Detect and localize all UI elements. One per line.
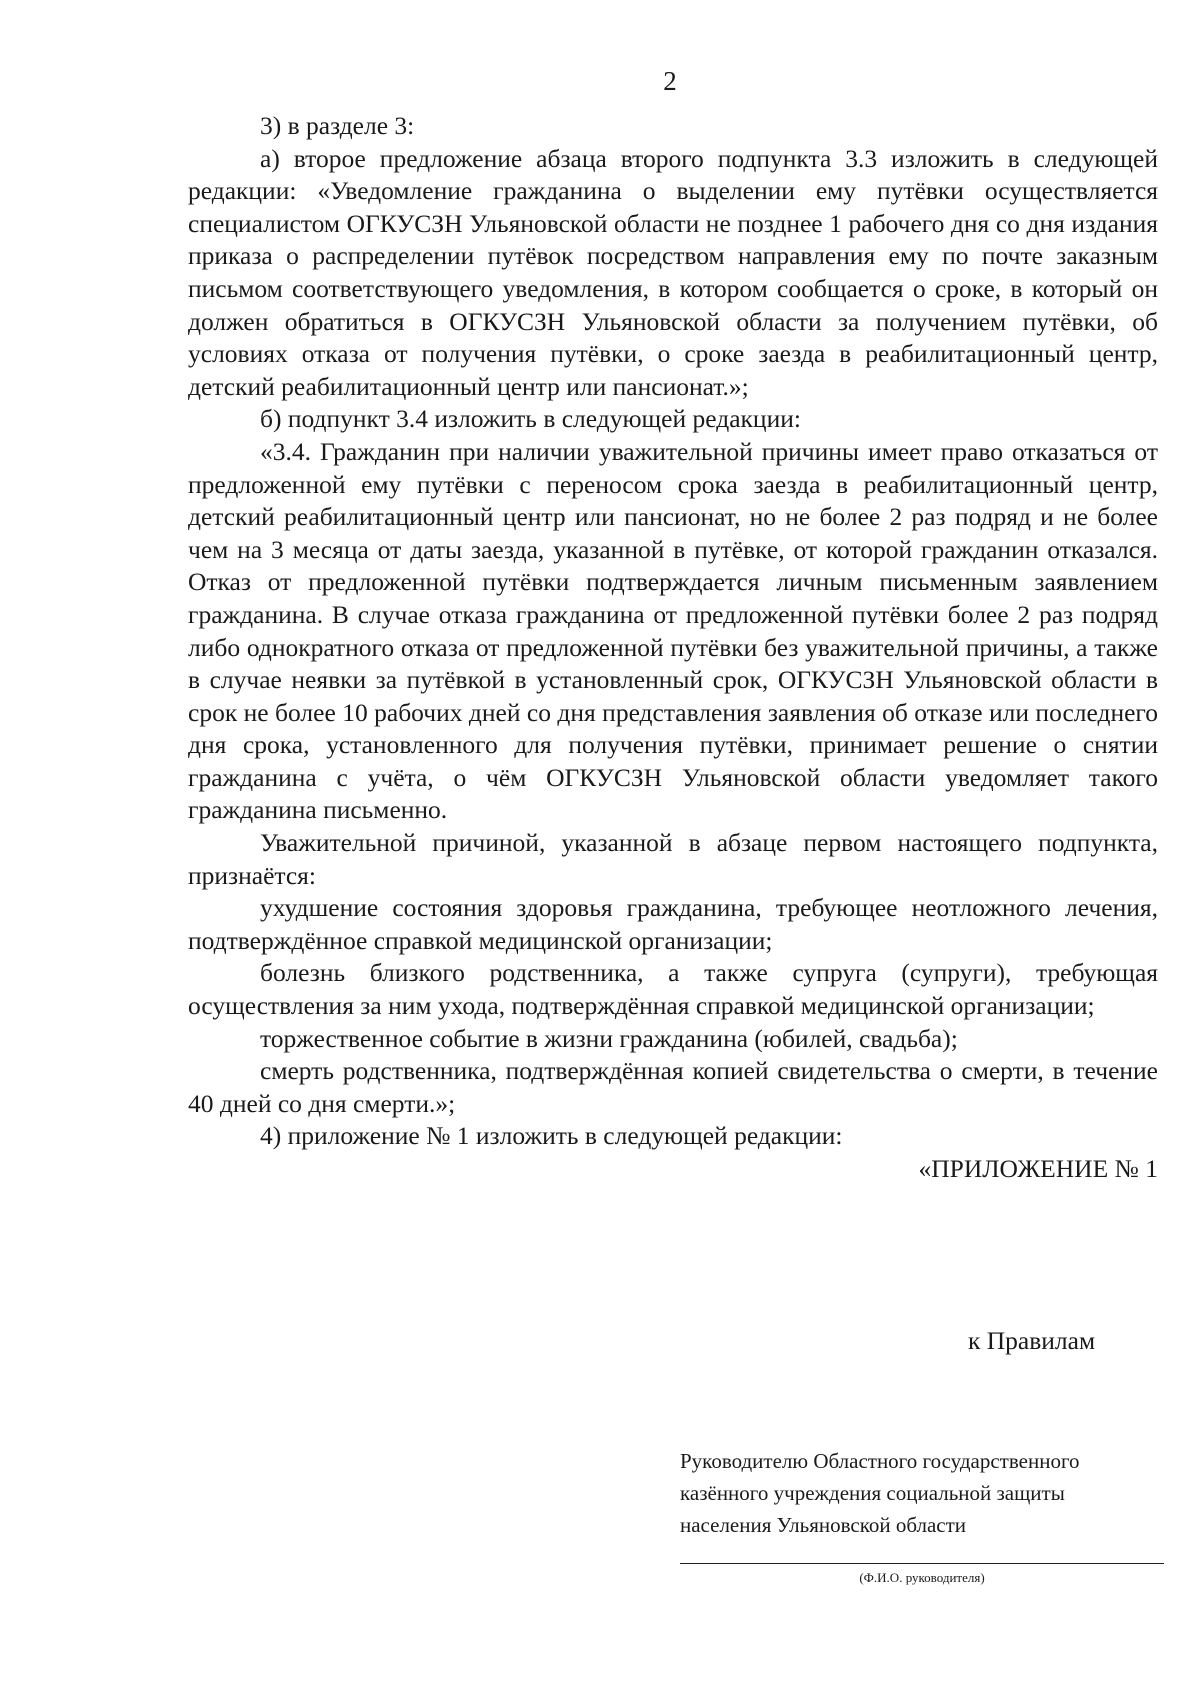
signature-line xyxy=(680,1563,1164,1564)
appendix-title: «ПРИЛОЖЕНИЕ № 1 xyxy=(918,1154,1158,1183)
paragraph-section-3: 3) в разделе 3: xyxy=(260,111,415,140)
addressee-line: казённого учреждения социальной защиты xyxy=(680,1481,1065,1505)
paragraph-reason-health: ухудшение состояния здоровья гражданина, требующее неотложного лечения, подтверждённое справкой медицинской организации; xyxy=(188,893,1158,955)
paragraph-reason-relative-illness: болезнь близкого родственника, а также супруга (супруги), требующая осуществления за ним ухода, подтверждённая справкой медицинской организации; xyxy=(188,958,1158,1021)
signature-caption: (Ф.И.О. руководителя) xyxy=(859,1570,985,1585)
document-body xyxy=(188,110,1158,1186)
addressee-block xyxy=(680,1445,1160,1541)
paragraph-reason-celebration: торжественное событие в жизни гражданина (юбилей, свадьба); xyxy=(260,1023,958,1053)
paragraph-item-b: б) подпункт 3.4 изложить в следующей редакции: xyxy=(260,404,801,434)
page-number: 2 xyxy=(663,66,677,96)
paragraph-item-a: а) второе предложение абзаца второго подпункта 3.3 изложить в следующей редакции: «Уведомление гражданина о выделении ему путёвки осуществляется специалистом ОГКУСЗН Ульяновской области не позднее 1 рабочего дня со дня издания приказа о распределении путёвок посредством направления ему по почте заказным письмом соответствующего уведомления, в котором сообщается о сроке, в который он должен обратиться в ОГКУСЗН Ульяновской области за получением путёвки, об условиях отказа от получения путёвки, о сроке заезда в реабилитационный центр, детский реабилитационный центр или пансионат.»; xyxy=(188,143,1158,401)
addressee-line: Руководителю Областного государственного xyxy=(680,1449,1080,1473)
paragraph-item-4: 4) приложение № 1 изложить в следующей редакции: xyxy=(260,1121,843,1151)
paragraph-valid-reasons: Уважительной причиной, указанной в абзаце первом настоящего подпункта, признаётся: xyxy=(188,828,1158,890)
addressee-line: населения Ульяновской области xyxy=(680,1513,967,1537)
paragraph-reason-death: смерть родственника, подтверждённая копией свидетельства о смерти, в течение 40 дней со дня смерти.»; xyxy=(188,1056,1158,1118)
appendix-subtitle: к Правилам xyxy=(968,1326,1096,1355)
paragraph-subclause-3-4: «3.4. Гражданин при наличии уважительной причины имеет право отказаться от предложенной ему путёвки с переносом срока заезда в реабилитационный центр, детский реабилитационный центр или пансионат, но не более 2 раз подряд и не более чем на 3 месяца от даты заезда, указанной в путёвке, от которой гражданин отказался. Отказ от предложенной путёвки подтверждается личным письменным заявлением гражданина. В случае отказа гражданина от предложенной путёвки более 2 раз подряд либо однократного отказа от предложенной путёвки без уважительной причины, а также в случае неявки за путёвкой в установленный срок, ОГКУСЗН Ульяновской области в срок не более 10 рабочих дней со дня представления заявления об отказе или последнего дня срока, установленного для получения путёвки, принимает решение о снятии гражданина с учёта, о чём ОГКУСЗН Ульяновской области уведомляет такого гражданина письменно. xyxy=(188,436,1158,825)
